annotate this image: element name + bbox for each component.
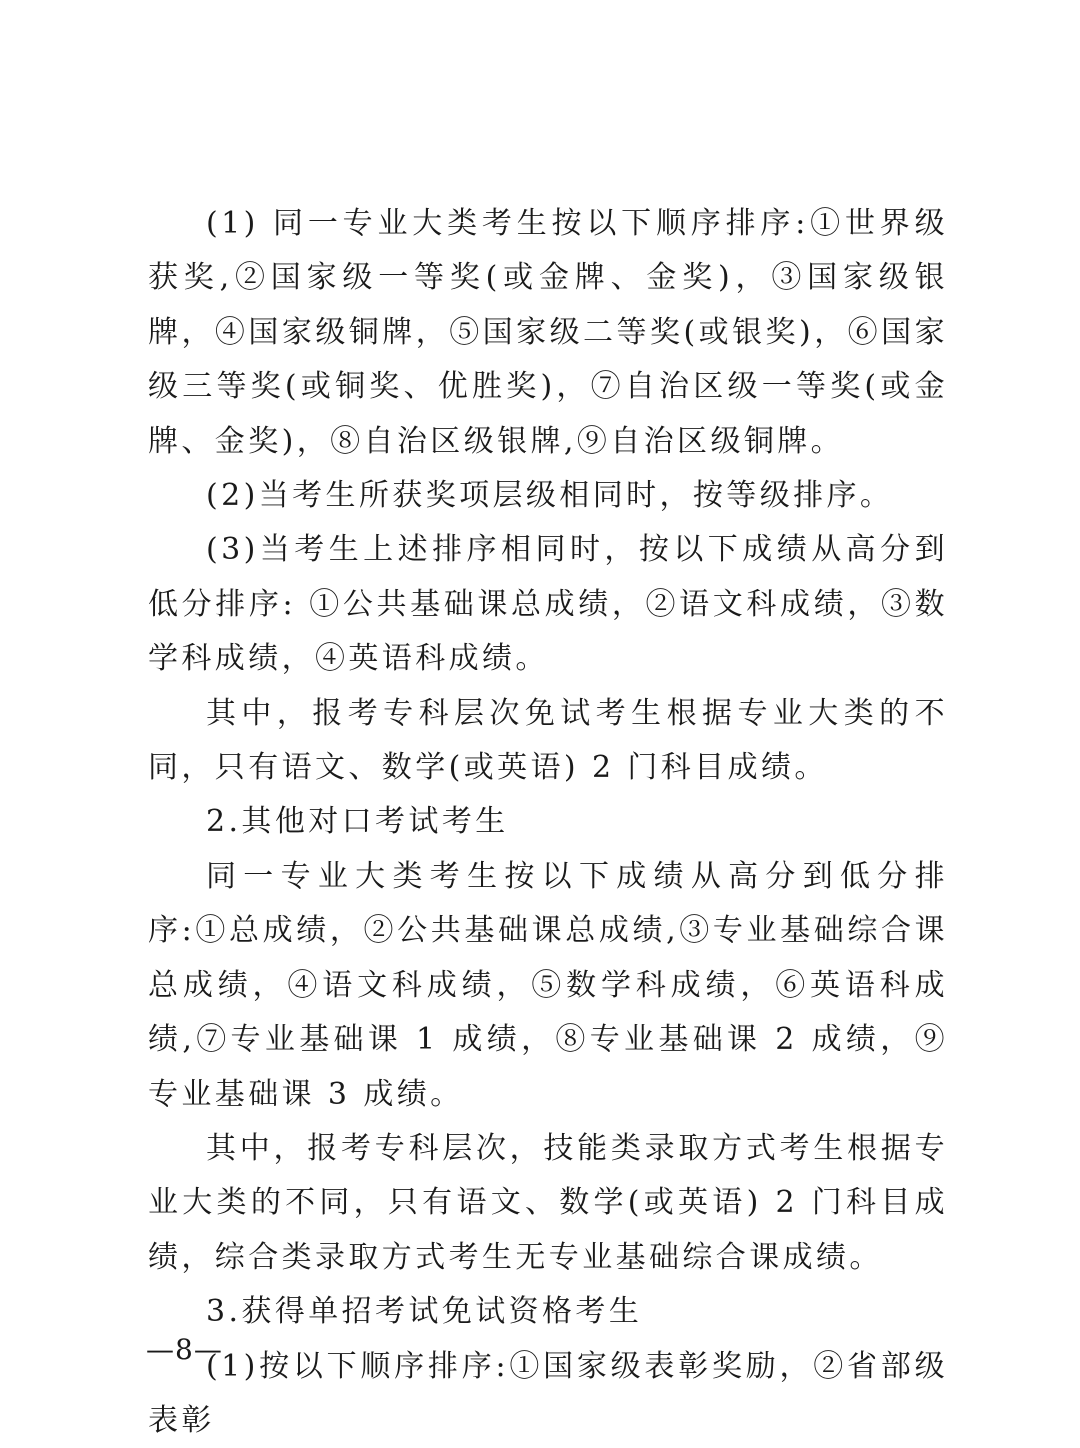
document-body [148,197,948,1448]
paragraph-score-ranking-rule: (3)当考生上述排序相同时，按以下成绩从高分到低分排序: ①公共基础课总成绩，②语文科成绩，③数学科成绩，④英语科成绩。 [148,532,948,677]
section-heading-other-exam-candidates: 2.其他对口考试考生 [206,804,509,840]
page-number: —8— [146,1333,223,1366]
paragraph-skill-category-note: 其中，报考专科层次，技能类录取方式考生根据专业大类的不同，只有语文、数学(或英语) 2 门科目成绩，综合类录取方式考生无专业基础综合课成绩。 [148,1130,948,1275]
paragraph-exempt-subjects-note: 其中，报考专科层次免试考生根据专业大类的不同，只有语文、数学(或英语) 2 门科目成绩。 [148,695,948,786]
paragraph-award-ranking-order: (1) 同一专业大类考生按以下顺序排序:①世界级获奖,②国家级一等奖(或金牌、金奖)，③国家级银牌，④国家级铜牌，⑤国家级二等奖(或银奖)，⑥国家级三等奖(或铜奖、优胜奖)，⑦自治区级一等奖(或金牌、金奖)，⑧自治区级银牌,⑨自治区级铜牌。 [148,206,948,459]
paragraph-honor-ranking-order: (1)按以下顺序排序:①国家级表彰奖励，②省部级表彰 [148,1348,948,1438]
paragraph-same-level-rule: (2)当考生所获奖项层级相同时，按等级排序。 [206,478,894,514]
section-heading-exempt-qualification: 3.获得单招考试免试资格考生 [206,1294,643,1330]
paragraph-other-exam-ranking: 同一专业大类考生按以下成绩从高分到低分排序:①总成绩，②公共基础课总成绩,③专业基础综合课总成绩，④语文科成绩，⑤数学科成绩，⑥英语科成绩,⑦专业基础课 1 成绩，⑧专业基础课 2 成绩，⑨专业基础课 3 成绩。 [148,858,948,1112]
